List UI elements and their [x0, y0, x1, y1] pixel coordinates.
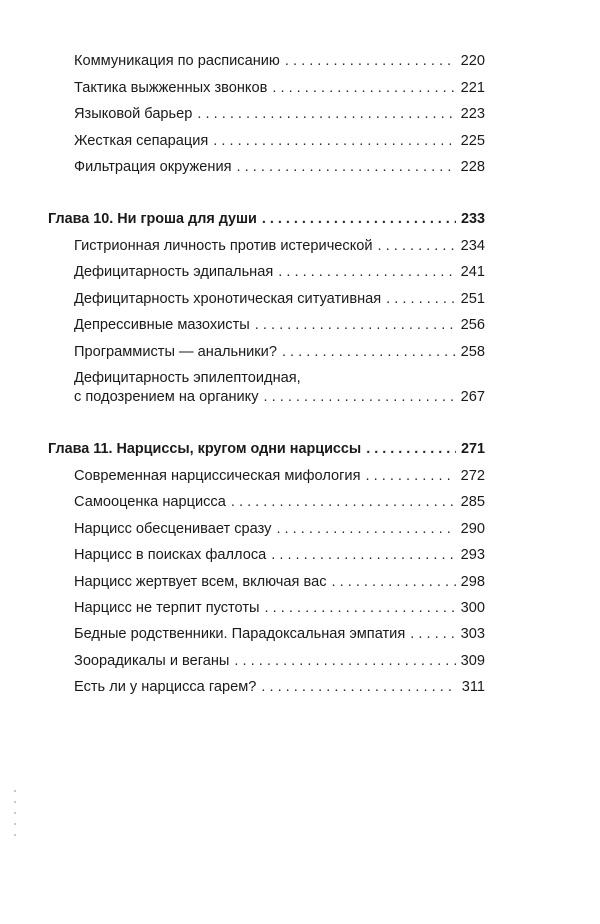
chapter-page: 271 [460, 441, 485, 457]
leader-dots [255, 316, 456, 334]
toc-entry-title: Есть ли у нарцисса гарем? [74, 679, 257, 695]
toc-entry-page: 300 [460, 600, 485, 616]
toc-entry [74, 158, 485, 176]
toc-entry-title: Нарцисс в поисках фаллоса [74, 547, 267, 563]
leader-dots [213, 132, 455, 150]
chapter-title: Глава 10. Ни гроша для души [48, 211, 257, 227]
leader-dots [265, 599, 456, 617]
toc-entry-page: 225 [460, 133, 485, 149]
leader-dots [332, 573, 456, 591]
toc-entry-page: 234 [460, 238, 485, 254]
leader-dots [231, 493, 456, 511]
leader-dots [285, 52, 456, 70]
toc-entry-title: Современная нарциссическая мифология [74, 468, 361, 484]
leader-dots [282, 343, 456, 361]
toc-entry-title: Депрессивные мазохисты [74, 317, 250, 333]
leader-dots [272, 79, 455, 97]
toc-entry-page: 298 [460, 574, 485, 590]
toc-entry-title: Тактика выжженных звонков [74, 80, 268, 96]
leader-dots [378, 237, 456, 255]
toc-entry-title: Самооценка нарцисса [74, 494, 226, 510]
leader-dots [264, 388, 456, 406]
leader-dots [386, 290, 455, 308]
toc-entry-title: Дефицитарность эдипальная [74, 264, 274, 280]
toc-entry-title: Нарцисс не терпит пустоты [74, 600, 260, 616]
leader-dots [262, 210, 456, 228]
chapter-heading [48, 440, 485, 458]
toc-entry-page: 272 [460, 468, 485, 484]
toc-entry-title: Зоорадикалы и веганы [74, 653, 230, 669]
leader-dots [271, 546, 455, 564]
toc-entry-page: 293 [460, 547, 485, 563]
toc-entry-page: 241 [460, 264, 485, 280]
toc-entry-title: Жесткая сепарация [74, 133, 209, 149]
chapter-heading [48, 210, 485, 228]
toc-entry [74, 132, 485, 150]
toc-entry-page: 285 [460, 494, 485, 510]
toc-entry-page: 258 [460, 344, 485, 360]
leader-dots [197, 105, 455, 123]
leader-dots [278, 263, 455, 281]
toc-entry [74, 79, 485, 97]
toc-entry-title: Дефицитарность хронотическая ситуативная [74, 291, 382, 307]
toc-entry-page: 256 [460, 317, 485, 333]
toc-entry-page: 267 [460, 389, 485, 405]
toc-entry-page: 221 [460, 80, 485, 96]
toc-entry [74, 546, 485, 564]
toc-entry [74, 388, 485, 406]
toc-entry [74, 290, 485, 308]
toc-entry-page: 303 [460, 626, 485, 642]
toc-entry-title: Коммуникация по расписанию [74, 53, 280, 69]
toc-entry [74, 652, 485, 670]
toc-entry [74, 573, 485, 591]
toc-entry-page: 251 [460, 291, 485, 307]
toc-entry [74, 237, 485, 255]
toc-entry-title: Нарцисс обесценивает сразу [74, 521, 272, 537]
toc-entry [74, 599, 485, 617]
toc-entry-title: Бедные родственники. Парадоксальная эмпатия [74, 626, 406, 642]
toc-entry-title: Гистрионная личность против истерической [74, 238, 373, 254]
leader-dots [261, 678, 456, 696]
toc-entry-title: Нарцисс жертвует всем, включая вас [74, 574, 327, 590]
toc-entry-title: Фильтрация окружения [74, 159, 232, 175]
leader-dots [366, 467, 456, 485]
toc-entry-page: 309 [460, 653, 485, 669]
toc-entry-page: 311 [461, 679, 485, 695]
toc-entry [74, 263, 485, 281]
toc-entry [74, 678, 485, 696]
toc-entry [74, 105, 485, 123]
leader-dots [410, 625, 455, 643]
toc-entry [74, 493, 485, 511]
toc-entry-title-line1: Дефицитарность эпилептоидная, [74, 370, 301, 386]
toc-entry-title-line2: с подозрением на органику [74, 389, 259, 405]
toc-entry [74, 520, 485, 538]
toc-entry [74, 316, 485, 334]
toc-entry [74, 52, 485, 70]
toc-entry-title: Программисты — анальники? [74, 344, 277, 360]
leader-dots [237, 158, 456, 176]
toc-entry [74, 467, 485, 485]
toc-entry-page: 220 [460, 53, 485, 69]
toc-entry-page: 228 [460, 159, 485, 175]
toc-entry-page: 290 [460, 521, 485, 537]
toc-entry [74, 625, 485, 643]
leader-dots [234, 652, 455, 670]
leader-dots [366, 440, 456, 458]
chapter-title: Глава 11. Нарциссы, кругом одни нарциссы [48, 441, 362, 457]
leader-dots [276, 520, 455, 538]
chapter-page: 233 [460, 211, 485, 227]
toc-entry-page: 223 [460, 106, 485, 122]
toc-entry [74, 343, 485, 361]
page-edge-marks [14, 790, 16, 850]
toc-entry-title: Языковой барьер [74, 106, 193, 122]
